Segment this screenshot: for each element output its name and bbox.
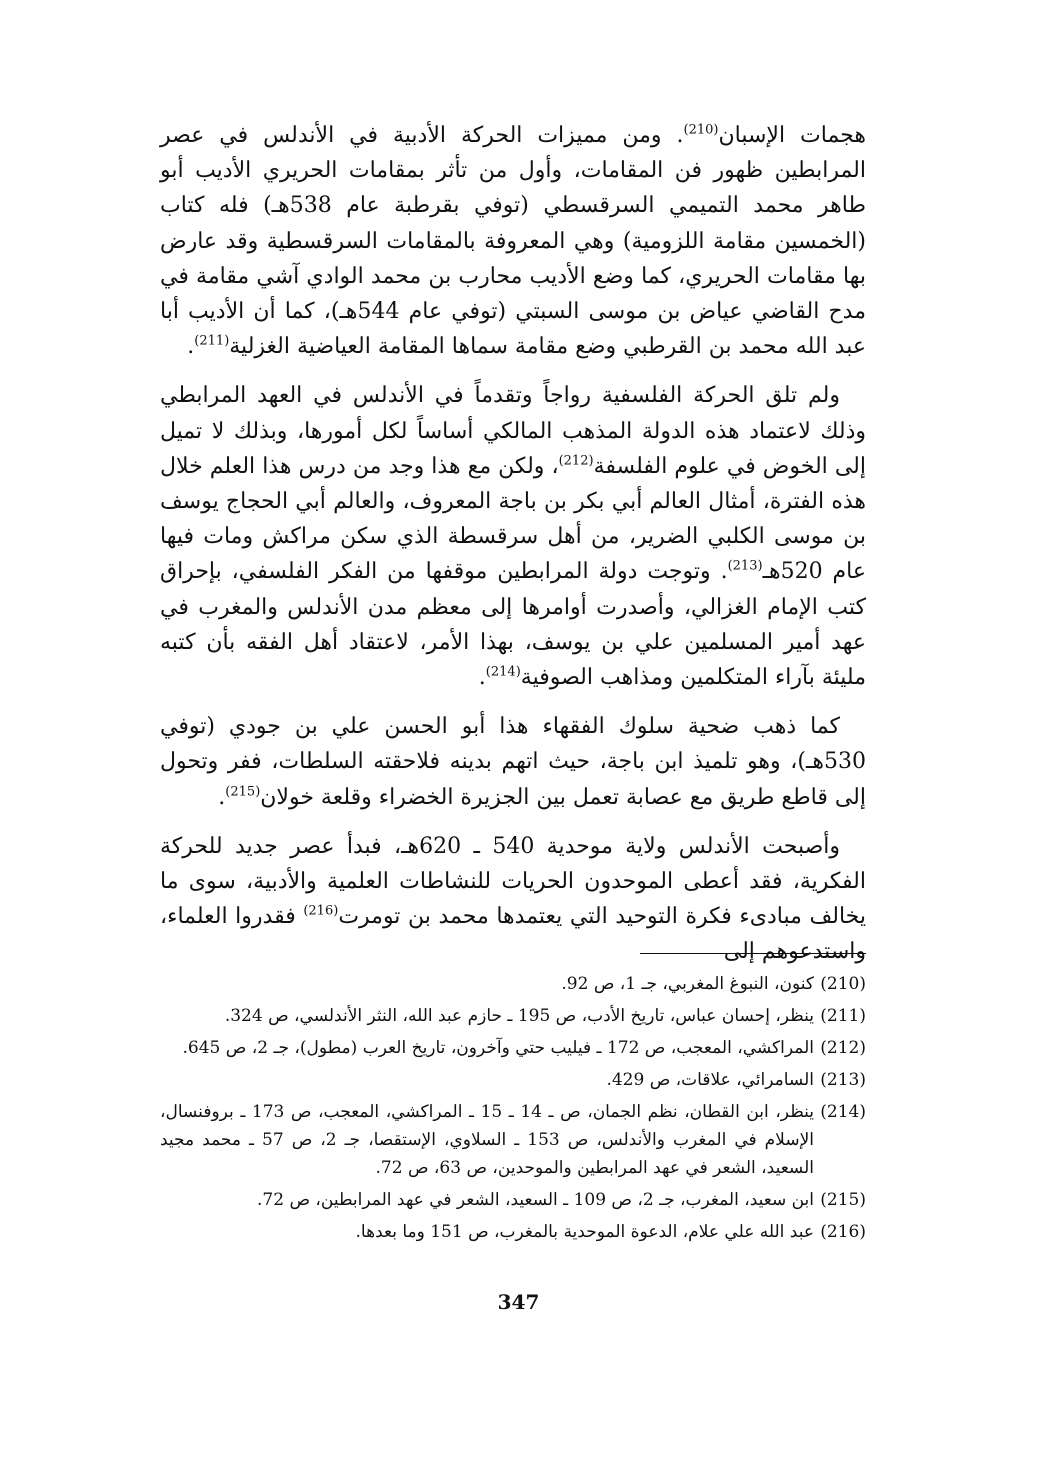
footnote-215 (160, 1186, 866, 1214)
footnote-212 (160, 1034, 866, 1062)
text-segment: هجمات الإسبان (718, 123, 866, 148)
footnote-ref-215: (215) (225, 784, 261, 800)
footnote-number: (212) (820, 1038, 866, 1058)
footnote-text: عبد الله علي علام، الدعوة الموحدية بالمغرب، ص 151 وما بعدها. (355, 1222, 814, 1242)
text-segment: . (218, 784, 226, 810)
footnote-text: ابن سعيد، المغرب، جـ 2، ص 109 ـ السعيد، الشعر في عهد المرابطين، ص 72. (257, 1190, 814, 1210)
footnote-text: ينظر، ابن القطان، نظم الجمان، ص ـ 14 ـ 15 ـ المراكشي، المعجب، ص 173 ـ بروفنسال، الإسلام في المغرب والأندلس، ص 153 ـ السلاوي، الإستقصا، جـ 2، ص 57 ـ محمد مجيد السعيد، الشعر في عهد المرابطين والموحدين، ص 63، ص 72. (160, 1102, 814, 1178)
text-segment: . (478, 665, 486, 691)
footnote-ref-214: (214) (485, 664, 521, 680)
text-segment: . ومن مميزات الحركة الأدبية في الأندلس في عصر المرابطين ظهور فن المقامات، وأول من تأثر بمقامات الحريري الأديب أبو طاهر محمد التميمي السرقسطي (توفي بقرطبة عام 538هـ) فله كتاب (الخمسين مقامة اللزومية) وهي المعروفة بالمقامات السرقسطية وقد عارض بها مقامات الحريري، كما وضع الأديب محارب بن محمد الوادي آشي مقامة في مدح القاضي عياض بن موسى السبتي (توفي عام 544هـ)، كما أن الأديب أبا عبد الله محمد بن القرطبي وضع مقامة سماها المقامة العياضية الغزلية (160, 123, 866, 360)
footnote-ref-212: (212) (558, 453, 594, 469)
footnote-text: المراكشي، المعجب، ص 172 ـ فيليب حتي وآخرون، تاريخ العرب (مطول)، جـ 2، ص 645. (182, 1038, 814, 1058)
text-segment: . (187, 334, 195, 360)
footnote-number: (210) (820, 974, 866, 994)
paragraph-2 (160, 378, 866, 695)
page-number: 347 (497, 1290, 540, 1314)
footnote-separator (640, 953, 866, 954)
footnote-ref-216: (216) (303, 903, 339, 919)
text-segment: كما ذهب ضحية سلوك الفقهاء هذا أبو الحسن علي بن جودي (توفي 530هـ)، وهو تلميذ ابن باجة، حيث اتهم بدينه فلاحقته السلطات، ففر وتحول إلى قاطع طريق مع عصابة تعمل بين الجزيرة الخضراء وقلعة خولان (160, 714, 866, 810)
footnote-number: (216) (820, 1222, 866, 1242)
text-segment: وأصبحت الأندلس ولاية موحدية 540 ـ 620هـ، فبدأ عصر جديد للحركة الفكرية، فقد أعطى الموحدون الحريات للنشاطات العلمية والأدبية، سوى ما يخالف مبادىء فكرة التوحيد التي يعتمدها محمد بن تومرت (160, 833, 866, 930)
footnote-213 (160, 1066, 866, 1094)
footnote-ref-213: (213) (727, 559, 763, 575)
text-segment: فقدروا العلماء، واستدعوهم إلى (160, 904, 866, 965)
paragraph-3 (160, 709, 866, 815)
footnote-ref-210: (210) (683, 122, 719, 138)
footnote-number: (214) (820, 1102, 866, 1122)
footnote-number: (215) (820, 1190, 866, 1210)
footnote-text: السامرائي، علاقات، ص 429. (606, 1070, 814, 1090)
footnote-text: كنون، النبوغ المغربي، جـ 1، ص 92. (561, 974, 814, 994)
footnote-number: (213) (820, 1070, 866, 1090)
text-segment: . وتوجت دولة المرابطين موقفها من الفكر الفلسفي، بإحراق كتب الإمام الغزالي، وأصدرت أوامرها إلى معظم مدن الأندلس والمغرب في عهد أمير المسلمين علي بن يوسف، بهذا الأمر، لاعتقاد أهل الفقه بأن كتبه مليئة بآراء المتكلمين ومذاهب الصوفية (160, 559, 866, 691)
footnote-text: ينظر، إحسان عباس، تاريخ الأدب، ص 195 ـ حازم عبد الله، النثر الأندلسي، ص 324. (224, 1006, 814, 1026)
footnotes (160, 970, 866, 1250)
footnote-number: (211) (820, 1006, 866, 1026)
paragraph-4 (160, 829, 866, 970)
footnote-216 (160, 1218, 866, 1246)
footnote-ref-211: (211) (194, 333, 230, 349)
main-text (160, 118, 866, 984)
footnote-214 (160, 1098, 866, 1182)
text-segment: ، ولكن مع هذا وجد من درس هذا العلم خلال هذه الفترة، أمثال العالم أبي بكر بن باجة المعروف، والعالم أبي الحجاج يوسف بن موسى الكلبي الضرير، من أهل سرقسطة الذي سكن مراكش ومات فيها عام 520هـ (160, 453, 866, 585)
paragraph-1 (160, 118, 866, 364)
footnote-211 (160, 1002, 866, 1030)
footnote-210 (160, 970, 866, 998)
text-segment: ولم تلق الحركة الفلسفية رواجاً وتقدماً في الأندلس في العهد المرابطي وذلك لاعتماد هذه الدولة المذهب المالكي أساساً لكل أمورها، وبذلك لا تميل إلى الخوض في علوم الفلسفة (160, 383, 866, 479)
